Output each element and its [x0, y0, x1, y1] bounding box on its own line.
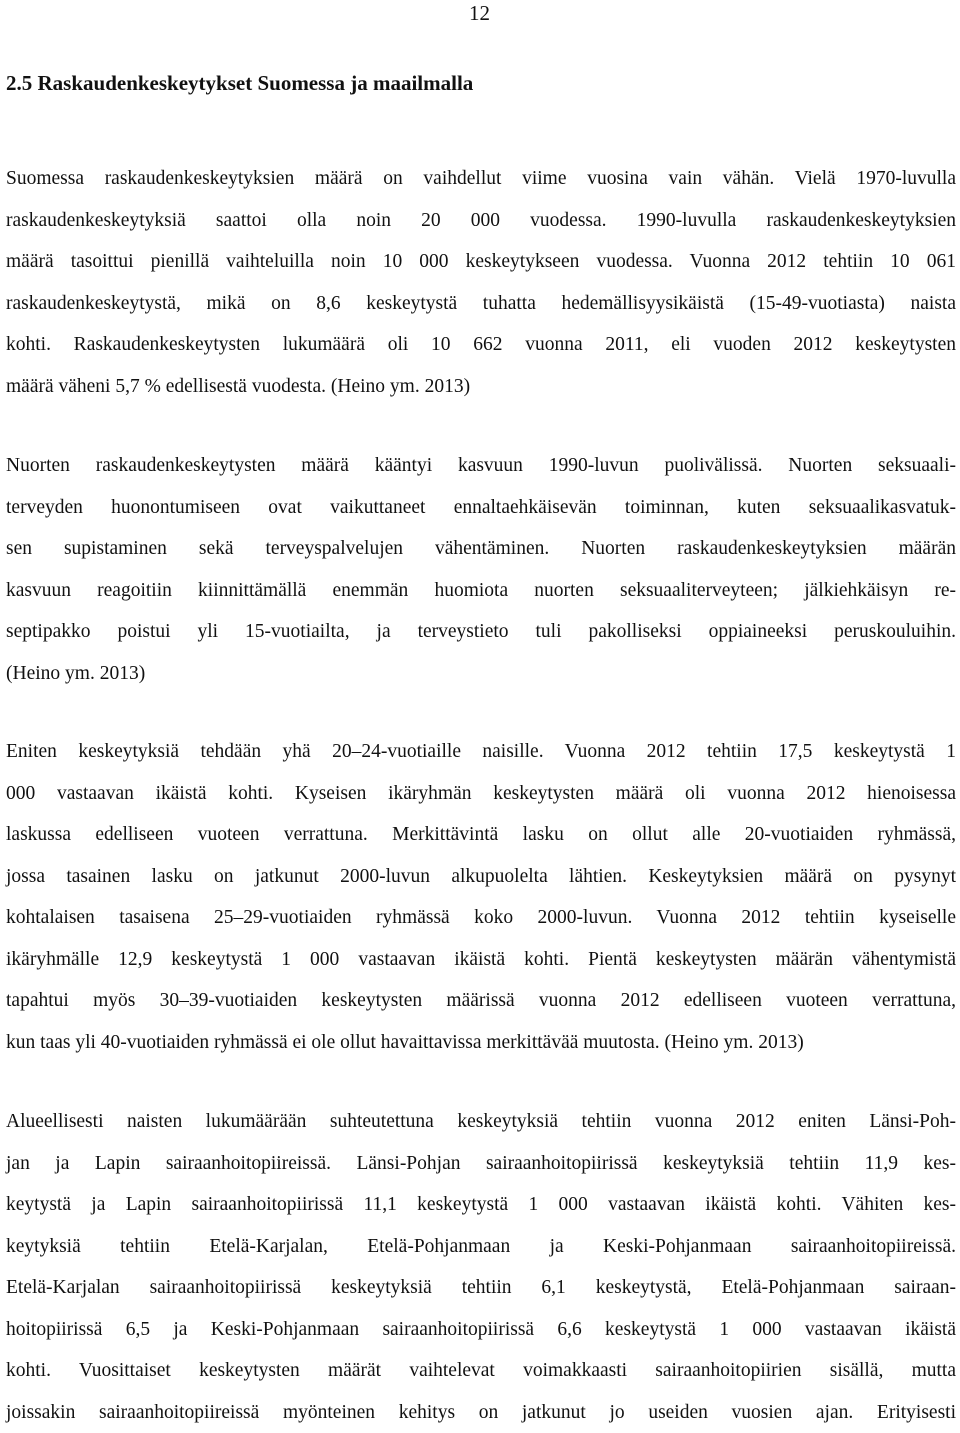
paragraph-2 [6, 445, 956, 694]
paragraph-line: 000 vastaavan ikäistä kohti. Kyseisen ikäryhmän keskeytysten määrä oli vuonna 2012 hienoisessa [6, 773, 956, 815]
paragraph-line: joissakin sairaanhoitopiireissä myönteinen kehitys on jatkunut jo useiden vuosien ajan. Erityisesti [6, 1392, 956, 1433]
paragraph-line: Nuorten raskaudenkeskeytysten määrä kääntyi kasvuun 1990-luvun puolivälissä. Nuorten seksuaali- [6, 445, 956, 487]
paragraph-line: septipakko poistui yli 15-vuotiailta, ja terveystieto tuli pakolliseksi oppiaineeksi peruskouluihin. [6, 611, 956, 653]
paragraph-line: Alueellisesti naisten lukumäärään suhteutettuna keskeytyksiä tehtiin vuonna 2012 eniten Länsi-Poh- [6, 1101, 956, 1143]
paragraph-1 [6, 158, 956, 407]
paragraph-line: jossa tasainen lasku on jatkunut 2000-luvun alkupuolelta lähtien. Keskeytyksien määrä on pysynyt [6, 856, 956, 898]
paragraph-line: ikäryhmälle 12,9 keskeytystä 1 000 vastaavan ikäistä kohti. Pientä keskeytysten määrän vähentymistä [6, 939, 956, 981]
paragraph-line: raskaudenkeskeytyksiä saattoi olla noin 20 000 vuodessa. 1990-luvulla raskaudenkeskeytyksien [6, 200, 956, 242]
paragraph-line: keytyksiä tehtiin Etelä-Karjalan, Etelä-Pohjanmaan ja Keski-Pohjanmaan sairaanhoitopiireissä. [6, 1226, 956, 1268]
page-number: 12 [469, 0, 490, 26]
paragraph-line: kohti. Vuosittaiset keskeytysten määrät vaihtelevat voimakkaasti sairaanhoitopiirien sisällä, mutta [6, 1350, 956, 1392]
paragraph-line: Eniten keskeytyksiä tehdään yhä 20–24-vuotiaille naisille. Vuonna 2012 tehtiin 17,5 keskeytystä 1 [6, 731, 956, 773]
paragraph-line: laskussa edelliseen vuoteen verrattuna. Merkittävintä lasku on ollut alle 20-vuotiaiden ryhmässä, [6, 814, 956, 856]
paragraph-line: hoitopiirissä 6,5 ja Keski-Pohjanmaan sairaanhoitopiirissä 6,6 keskeytystä 1 000 vastaavan ikäistä [6, 1309, 956, 1351]
paragraph-3 [6, 731, 956, 1063]
paragraph-line: sen supistaminen sekä terveyspalvelujen vähentäminen. Nuorten raskaudenkeskeytyksien määrän [6, 528, 956, 570]
paragraph-line: kasvuun reagoitiin kiinnittämällä enemmän huomiota nuorten seksuaaliterveyteen; jälkiehkäisyn re- [6, 570, 956, 612]
paragraph-line: keytystä ja Lapin sairaanhoitopiirissä 11,1 keskeytystä 1 000 vastaavan ikäistä kohti. Vähiten kes- [6, 1184, 956, 1226]
paragraph-line: kun taas yli 40-vuotiaiden ryhmässä ei ole ollut havaittavissa merkittävää muutosta. (Heino ym. 2013) [6, 1022, 956, 1064]
paragraph-line: määrä väheni 5,7 % edellisestä vuodesta. (Heino ym. 2013) [6, 366, 956, 408]
paragraph-line: Suomessa raskaudenkeskeytyksien määrä on vaihdellut viime vuosina vain vähän. Vielä 1970-luvulla [6, 158, 956, 200]
paragraph-line: terveyden huonontumiseen ovat vaikuttaneet ennaltaehkäisevän toiminnan, kuten seksuaalikasvatuk- [6, 487, 956, 529]
paragraph-line: raskaudenkeskeytystä, mikä on 8,6 keskeytystä tuhatta hedemällisyysikäistä (15-49-vuotiasta) naista [6, 283, 956, 325]
paragraph-line: (Heino ym. 2013) [6, 653, 956, 695]
paragraph-line: tapahtui myös 30–39-vuotiaiden keskeytysten määrissä vuonna 2012 edelliseen vuoteen verrattuna, [6, 980, 956, 1022]
paragraph-line: kohtalaisen tasaisena 25–29-vuotiaiden ryhmässä koko 2000-luvun. Vuonna 2012 tehtiin kyseiselle [6, 897, 956, 939]
paragraph-line: Etelä-Karjalan sairaanhoitopiirissä keskeytyksiä tehtiin 6,1 keskeytystä, Etelä-Pohjanmaan sairaan- [6, 1267, 956, 1309]
paragraph-line: kohti. Raskaudenkeskeytysten lukumäärä oli 10 662 vuonna 2011, eli vuoden 2012 keskeytysten [6, 324, 956, 366]
section-heading: 2.5 Raskaudenkeskeytykset Suomessa ja maailmalla [6, 70, 473, 96]
paragraph-4 [6, 1101, 956, 1433]
paragraph-line: määrä tasoittui pienillä vaihteluilla noin 10 000 keskeytykseen vuodessa. Vuonna 2012 tehtiin 10 061 [6, 241, 956, 283]
paragraph-line: jan ja Lapin sairaanhoitopiireissä. Länsi-Pohjan sairaanhoitopiirissä keskeytyksiä tehtiin 11,9 kes- [6, 1143, 956, 1185]
